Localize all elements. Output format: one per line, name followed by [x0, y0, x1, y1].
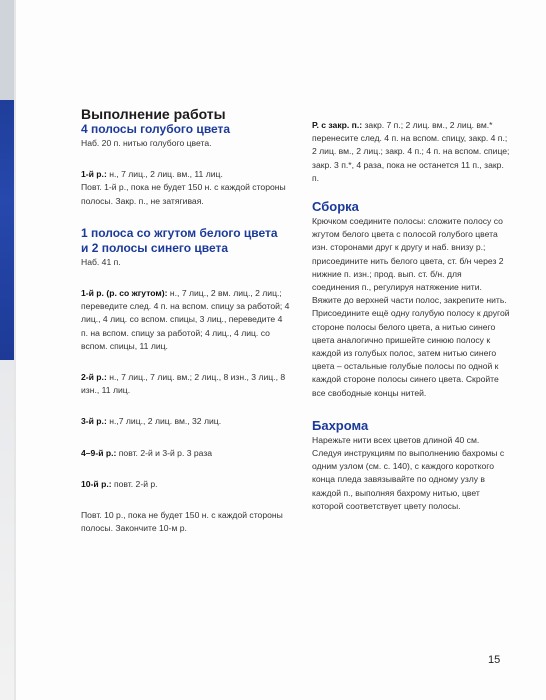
section-heading-work: Выполнение работы [81, 106, 226, 122]
row-label: 1-й р. (р. со жгутом): [81, 288, 168, 299]
row-text: закр. 7 п.; 2 лиц. вм., 2 лиц. вм.* перенесите след. 4 п. на вспом. спицу, закр. 4 п.; 2 лиц. вм., 2 лиц.; закр. 4 п.; 4 п. на вспом. спице; закр. 3 п.*, 4 раза, пока не останется 11 п., закр. п. [312, 120, 510, 183]
row-label: 4–9-й р.: [81, 447, 117, 458]
row-label: 1-й р.: [81, 169, 107, 180]
cast-on-blue: Наб. 20 п. нитью голубого цвета. [81, 138, 212, 148]
row-1-cable-instruction [81, 287, 291, 353]
row-2-instruction [81, 371, 291, 397]
row-label: 10-й р.: [81, 478, 112, 489]
row-text: н.,7 лиц., 2 лиц. вм., 32 лиц. [109, 416, 222, 427]
row-3-instruction [81, 415, 291, 428]
bind-off-row-instruction [312, 119, 510, 185]
row-4-9-instruction [81, 447, 291, 460]
row-label: Р. с закр. п.: [312, 120, 363, 130]
row-label: 3-й р.: [81, 416, 107, 427]
row-text: н., 7 лиц., 2 лиц. вм., 11 лиц. [109, 169, 223, 180]
row-text: н., 7 лиц., 2 вм. лиц., 2 лиц.; переведите след. 4 п. на вспом. спицу за работой; 4 лиц., 4 лиц. со вспом. спицы, 3 лиц., переведите 4 п. на вспом. спицу за работой; 4 лиц., 4 лиц. со вспом. спицы, 11 лиц. [81, 288, 290, 351]
fringe-text: Нарежьте нити всех цветов длиной 40 см. Следуя инструкциям по выполнению бахромы с одним узлом (см. с. 140), с каждого короткого конца пледа завязывайте по одному узлу в каждой п., выполняя бахрому нитью, цвет которой соответствует цвету полосы. [312, 434, 505, 511]
row-10-instruction [81, 478, 291, 491]
repeat-instruction-blue: Повт. 1-й р., пока не будет 150 н. с каждой стороны полосы. Закр. п., не затягивая. [81, 182, 286, 206]
page-number: 15 [488, 654, 501, 666]
row-text: н., 7 лиц., 7 лиц. вм.; 2 лиц., 8 изн., 3 лиц., 8 изн., 11 лиц. [81, 372, 286, 396]
row-text: повт. 2-й р. [113, 478, 158, 489]
subheading-dark-blue-strips: и 2 полосы синего цвета [81, 240, 229, 255]
row-1-instruction [81, 168, 291, 181]
knitted-swatch-strip [0, 0, 14, 700]
section-heading-fringe: Бахрома [312, 417, 369, 433]
row-text: повт. 2-й и 3-й р. 3 раза [118, 447, 213, 458]
section-heading-assembly: Сборка [312, 199, 359, 215]
cast-on-41: Наб. 41 п. [81, 256, 121, 267]
page-binding-edge [14, 0, 16, 700]
assembly-text: Крючком соедините полосы: сложите полосу со жгутом белого цвета с полосой голубого цвета изн. сторонами друг к другу и наб. внизу р.; присоедините нить белого цвета, ст. б/н через 2 нижние п. изн.; прод. вып. ст. б/н. для соединения п., регулируя натяжение нити. Вяжите до верхней части полос, закрепите нить. Присоедините ещё одну голубую полосу к другой стороне полосы белого цвета, а нитью синего цвета аналогично пришейте синюю полосу к каждой из голубых полос, затем нитью синего цвета – остальные голубые полосы по одной к каждой стороне полосы синего цвета. Скройте все свободные концы нитей. [312, 216, 510, 398]
final-repeat-instruction: Повт. 10 р., пока не будет 150 н. с каждой стороны полосы. Закончите 10-м р. [81, 510, 283, 534]
left-column [81, 106, 291, 535]
row-label: 2-й р.: [81, 372, 107, 383]
subheading-white-strip: 1 полоса со жгутом белого цвета [81, 225, 278, 240]
right-column [312, 119, 510, 513]
subheading-blue-strips: 4 полосы голубого цвета [81, 122, 231, 136]
